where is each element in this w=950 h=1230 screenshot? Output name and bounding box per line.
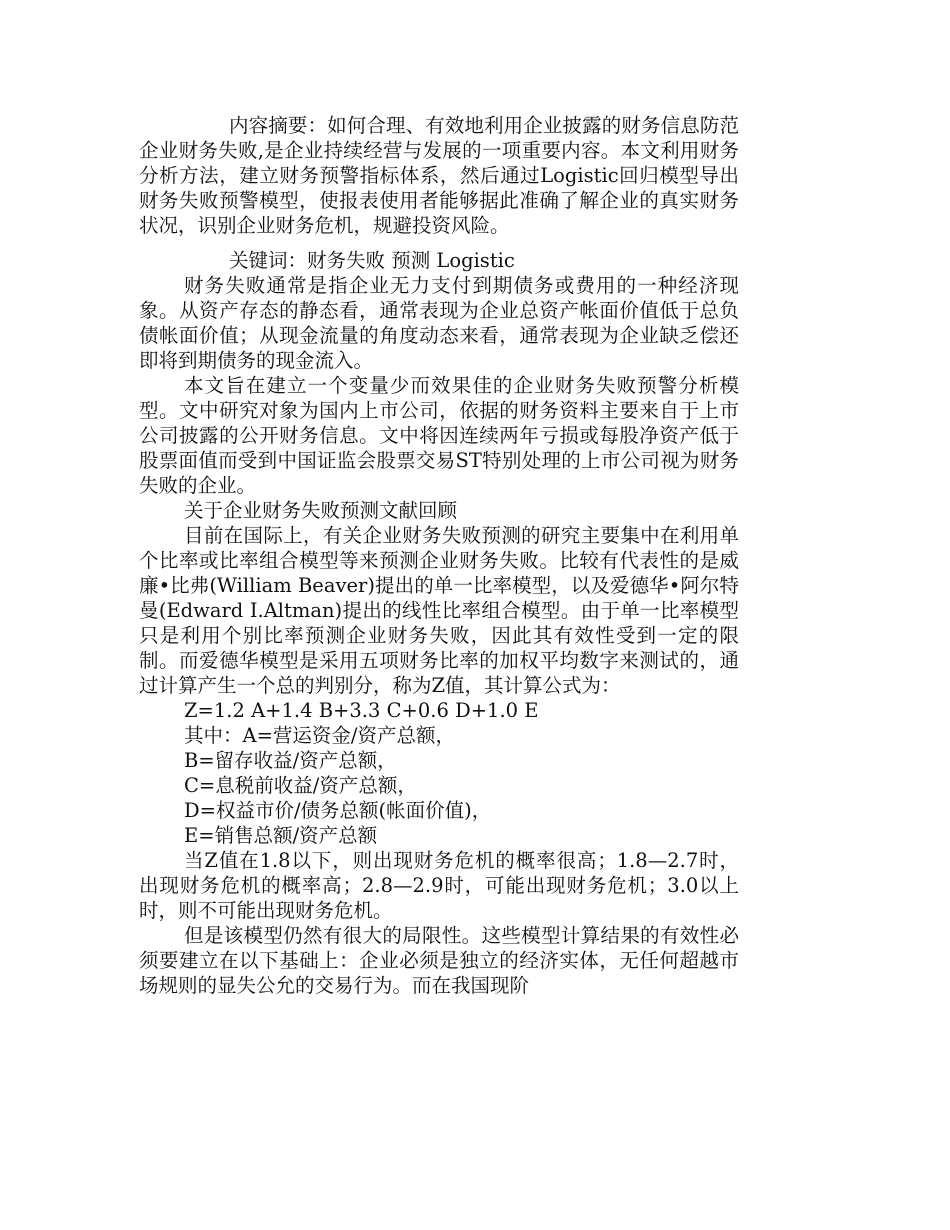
body-paragraph-purpose: 本文旨在建立一个变量少而效果佳的企业财务失败预警分析模型。文中研究对象为国内上市公司，依据的财务资料主要来自于上市公司披露的公开财务信息。文中将因连续两年亏损或每股净资产低于股票面值而受到中国证监会股票交易ST特别处理的上市公司视为财务失败的企业。 xyxy=(139,374,739,497)
formula-variable-d: D=权益市价/债务总额(帐面价值)， xyxy=(184,799,492,822)
formula-variable-b: B=留存收益/资产总额， xyxy=(184,749,397,772)
formula-variable-e: E=销售总额/资产总额 xyxy=(184,824,378,847)
body-paragraph-literature: 目前在国际上，有关企业财务失败预测的研究主要集中在利用单个比率或比率组合模型等来预测企业财务失败。比较有代表性的是威廉•比弗(William Beaver)提出的单一比率模型，以及爱德华•阿尔特曼(Edward I.Altman)提出的线性比率组合模型。由于单一比率模型只是利用个别比率预测企业财务失败，因此其有效性受到一定的限制。而爱德华模型是采用五项财务比率的加权平均数字来测试的，通过计算产生一个总的判别分，称为Z值，其计算公式为： xyxy=(139,524,739,697)
formula-variable-c: C=息税前收益/资产总额， xyxy=(184,774,417,797)
section-title: 关于企业财务失败预测文献回顾 xyxy=(184,499,458,522)
body-paragraph-definition: 财务失败通常是指企业无力支付到期债务或费用的一种经济现象。从资产存态的静态看，通常表现为企业总资产帐面价值低于总负债帐面价值；从现金流量的角度动态来看，通常表现为企业缺乏偿还即将到期债务的现金流入。 xyxy=(139,274,739,372)
formula-variable-a: 其中：A=营运资金/资产总额， xyxy=(184,724,455,747)
document-body xyxy=(139,113,739,998)
body-paragraph-limitations: 但是该模型仍然有很大的局限性。这些模型计算结果的有效性必须要建立在以下基础上：企业必须是独立的经济实体，无任何超越市场规则的显失公允的交易行为。而在我国现阶 xyxy=(139,924,739,997)
body-paragraph-thresholds: 当Z值在1.8以下，则出现财务危机的概率很高；1.8—2.7时，出现财务危机的概率高；2.8—2.9时，可能出现财务危机；3.0以上时，则不可能出现财务危机。 xyxy=(139,849,739,922)
keywords-line: 关键词：财务失败 预测 Logistic xyxy=(229,249,515,272)
z-score-formula: Z=1.2 A+1.4 B+3.3 C+0.6 D+1.0 E xyxy=(184,699,539,722)
abstract-paragraph: 内容摘要：如何合理、有效地利用企业披露的财务信息防范企业财务失败,是企业持续经营与发展的一项重要内容。本文利用财务分析方法，建立财务预警指标体系，然后通过Logistic回归模型导出财务失败预警模型，使报表使用者能够据此准确了解企业的真实财务状况，识别企业财务危机，规避投资风险。 xyxy=(139,114,739,237)
